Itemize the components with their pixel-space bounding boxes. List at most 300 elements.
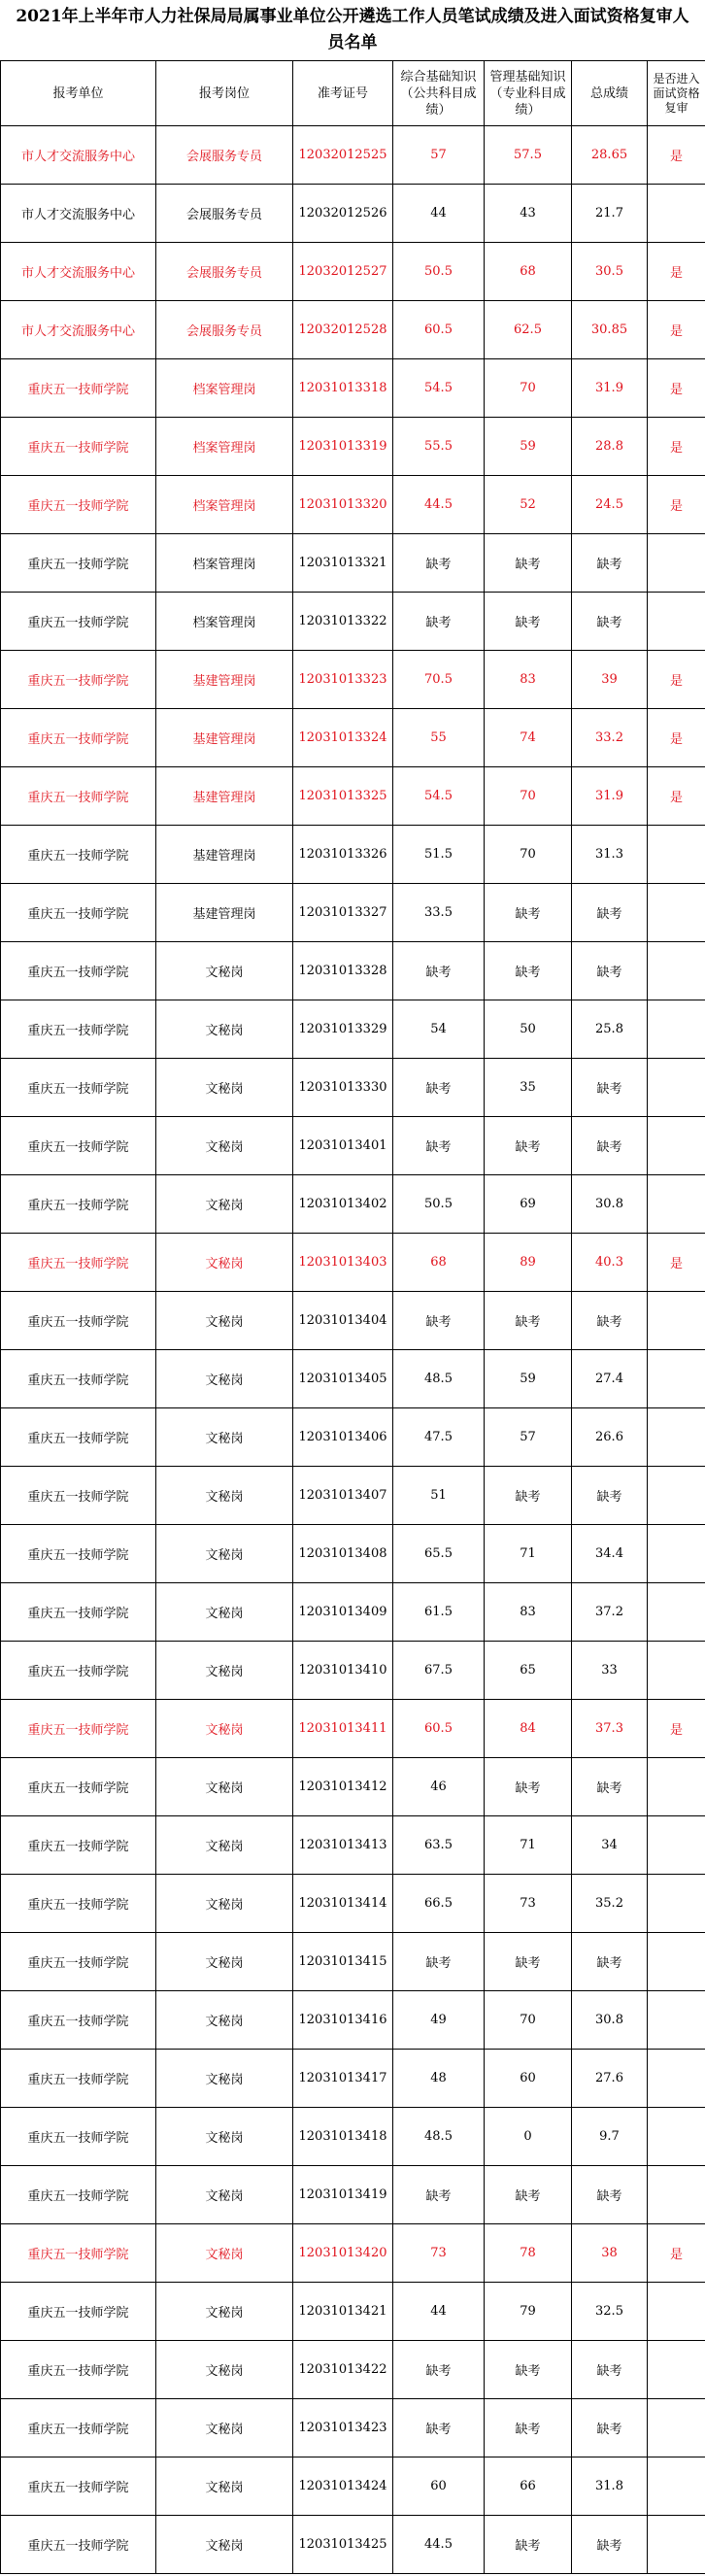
header-professional-score: 管理基础知识（专业科目成绩） (485, 61, 572, 126)
cell-exam-id: 12031013412 (293, 1758, 393, 1816)
cell-exam-id: 12031013407 (293, 1467, 393, 1525)
cell-position: 文秘岗 (156, 1292, 293, 1350)
cell-professional-score: 57.5 (485, 126, 572, 185)
cell-total-score: 35.2 (572, 1875, 648, 1933)
cell-enter-review (648, 1758, 705, 1816)
cell-enter-review: 是 (648, 651, 705, 709)
header-public-score: 综合基础知识（公共科目成绩） (393, 61, 485, 126)
cell-enter-review (648, 1875, 705, 1933)
cell-exam-id: 12032012528 (293, 301, 393, 359)
cell-unit: 重庆五一技师学院 (1, 1175, 156, 1234)
cell-professional-score: 缺考 (485, 2341, 572, 2399)
cell-unit: 重庆五一技师学院 (1, 359, 156, 418)
cell-exam-id: 12031013327 (293, 884, 393, 942)
cell-unit: 重庆五一技师学院 (1, 1933, 156, 1991)
cell-unit: 市人才交流服务中心 (1, 185, 156, 243)
cell-professional-score: 71 (485, 1816, 572, 1875)
cell-position: 文秘岗 (156, 1991, 293, 2050)
cell-professional-score: 65 (485, 1642, 572, 1700)
cell-total-score: 21.7 (572, 185, 648, 243)
cell-public-score: 61.5 (393, 1583, 485, 1642)
table-row (1, 1408, 705, 1467)
cell-exam-id: 12032012527 (293, 243, 393, 301)
cell-exam-id: 12031013420 (293, 2224, 393, 2283)
cell-unit: 重庆五一技师学院 (1, 767, 156, 826)
cell-total-score: 缺考 (572, 534, 648, 593)
cell-professional-score: 缺考 (485, 2516, 572, 2574)
cell-public-score: 44.5 (393, 2516, 485, 2574)
cell-professional-score: 缺考 (485, 1758, 572, 1816)
cell-public-score: 48.5 (393, 2108, 485, 2166)
cell-professional-score: 缺考 (485, 534, 572, 593)
cell-unit: 市人才交流服务中心 (1, 301, 156, 359)
cell-total-score: 40.3 (572, 1234, 648, 1292)
cell-public-score: 54.5 (393, 767, 485, 826)
cell-exam-id: 12031013326 (293, 826, 393, 884)
cell-public-score: 50.5 (393, 243, 485, 301)
cell-public-score: 44 (393, 2283, 485, 2341)
cell-professional-score: 缺考 (485, 593, 572, 651)
cell-enter-review (648, 1117, 705, 1175)
cell-professional-score: 52 (485, 476, 572, 534)
cell-position: 基建管理岗 (156, 651, 293, 709)
cell-professional-score: 缺考 (485, 942, 572, 1000)
cell-professional-score: 57 (485, 1408, 572, 1467)
table-row (1, 243, 705, 301)
cell-position: 文秘岗 (156, 2166, 293, 2224)
cell-total-score: 30.85 (572, 301, 648, 359)
cell-exam-id: 12031013402 (293, 1175, 393, 1234)
cell-position: 基建管理岗 (156, 767, 293, 826)
cell-public-score: 70.5 (393, 651, 485, 709)
table-row (1, 1350, 705, 1408)
table-row (1, 2224, 705, 2283)
cell-unit: 重庆五一技师学院 (1, 651, 156, 709)
cell-total-score: 32.5 (572, 2283, 648, 2341)
cell-total-score: 33 (572, 1642, 648, 1700)
cell-total-score: 34.4 (572, 1525, 648, 1583)
cell-unit: 重庆五一技师学院 (1, 2166, 156, 2224)
cell-enter-review: 是 (648, 476, 705, 534)
cell-public-score: 48 (393, 2050, 485, 2108)
cell-total-score: 28.65 (572, 126, 648, 185)
cell-unit: 市人才交流服务中心 (1, 243, 156, 301)
table-row (1, 1758, 705, 1816)
cell-enter-review (648, 1525, 705, 1583)
cell-total-score: 缺考 (572, 942, 648, 1000)
cell-public-score: 缺考 (393, 2166, 485, 2224)
table-row (1, 1000, 705, 1059)
cell-professional-score: 62.5 (485, 301, 572, 359)
cell-professional-score: 50 (485, 1000, 572, 1059)
cell-professional-score: 79 (485, 2283, 572, 2341)
cell-exam-id: 12032012526 (293, 185, 393, 243)
cell-professional-score: 73 (485, 1875, 572, 1933)
cell-position: 文秘岗 (156, 1117, 293, 1175)
cell-position: 文秘岗 (156, 1000, 293, 1059)
cell-professional-score: 70 (485, 359, 572, 418)
cell-position: 文秘岗 (156, 1525, 293, 1583)
cell-professional-score: 缺考 (485, 884, 572, 942)
cell-public-score: 50.5 (393, 1175, 485, 1234)
cell-position: 文秘岗 (156, 2224, 293, 2283)
cell-public-score: 缺考 (393, 1059, 485, 1117)
cell-position: 文秘岗 (156, 1583, 293, 1642)
cell-public-score: 51.5 (393, 826, 485, 884)
cell-exam-id: 12031013410 (293, 1642, 393, 1700)
cell-enter-review (648, 1350, 705, 1408)
cell-unit: 重庆五一技师学院 (1, 1467, 156, 1525)
cell-position: 基建管理岗 (156, 826, 293, 884)
cell-professional-score: 70 (485, 767, 572, 826)
cell-unit: 重庆五一技师学院 (1, 942, 156, 1000)
cell-position: 基建管理岗 (156, 884, 293, 942)
cell-total-score: 缺考 (572, 1467, 648, 1525)
cell-exam-id: 12031013409 (293, 1583, 393, 1642)
cell-total-score: 34 (572, 1816, 648, 1875)
cell-position: 会展服务专员 (156, 243, 293, 301)
cell-enter-review (648, 1175, 705, 1234)
cell-position: 档案管理岗 (156, 476, 293, 534)
cell-position: 文秘岗 (156, 1234, 293, 1292)
cell-enter-review (648, 1991, 705, 2050)
header-row (1, 61, 705, 126)
table-row (1, 1700, 705, 1758)
cell-enter-review: 是 (648, 709, 705, 767)
cell-enter-review (648, 826, 705, 884)
cell-enter-review (648, 2166, 705, 2224)
table-row (1, 1816, 705, 1875)
cell-position: 文秘岗 (156, 2399, 293, 2457)
cell-enter-review (648, 1467, 705, 1525)
cell-position: 文秘岗 (156, 1467, 293, 1525)
cell-public-score: 缺考 (393, 1117, 485, 1175)
cell-public-score: 51 (393, 1467, 485, 1525)
cell-position: 文秘岗 (156, 1933, 293, 1991)
table-row (1, 884, 705, 942)
cell-unit: 重庆五一技师学院 (1, 1059, 156, 1117)
cell-unit: 重庆五一技师学院 (1, 1700, 156, 1758)
cell-total-score: 27.4 (572, 1350, 648, 1408)
cell-public-score: 缺考 (393, 942, 485, 1000)
table-row (1, 418, 705, 476)
cell-unit: 重庆五一技师学院 (1, 1875, 156, 1933)
table-row (1, 126, 705, 185)
cell-exam-id: 12031013411 (293, 1700, 393, 1758)
cell-enter-review: 是 (648, 359, 705, 418)
cell-public-score: 33.5 (393, 884, 485, 942)
cell-unit: 重庆五一技师学院 (1, 2108, 156, 2166)
cell-exam-id: 12031013422 (293, 2341, 393, 2399)
cell-professional-score: 83 (485, 1583, 572, 1642)
cell-total-score: 39 (572, 651, 648, 709)
cell-exam-id: 12031013414 (293, 1875, 393, 1933)
cell-unit: 市人才交流服务中心 (1, 126, 156, 185)
cell-professional-score: 70 (485, 826, 572, 884)
cell-exam-id: 12031013330 (293, 1059, 393, 1117)
cell-exam-id: 12031013318 (293, 359, 393, 418)
cell-enter-review (648, 1816, 705, 1875)
cell-unit: 重庆五一技师学院 (1, 2224, 156, 2283)
cell-public-score: 65.5 (393, 1525, 485, 1583)
table-row (1, 2516, 705, 2574)
cell-enter-review (648, 1642, 705, 1700)
cell-total-score: 缺考 (572, 1758, 648, 1816)
table-row (1, 1175, 705, 1234)
cell-total-score: 30.8 (572, 1991, 648, 2050)
cell-unit: 重庆五一技师学院 (1, 418, 156, 476)
cell-professional-score: 59 (485, 1350, 572, 1408)
cell-professional-score: 66 (485, 2457, 572, 2516)
cell-public-score: 66.5 (393, 1875, 485, 1933)
cell-exam-id: 12031013322 (293, 593, 393, 651)
cell-total-score: 31.3 (572, 826, 648, 884)
cell-unit: 重庆五一技师学院 (1, 2457, 156, 2516)
cell-unit: 重庆五一技师学院 (1, 1583, 156, 1642)
cell-total-score: 33.2 (572, 709, 648, 767)
cell-exam-id: 12031013325 (293, 767, 393, 826)
cell-professional-score: 83 (485, 651, 572, 709)
cell-exam-id: 12031013417 (293, 2050, 393, 2108)
cell-total-score: 26.6 (572, 1408, 648, 1467)
cell-total-score: 缺考 (572, 2399, 648, 2457)
cell-public-score: 60.5 (393, 1700, 485, 1758)
header-total-score: 总成绩 (572, 61, 648, 126)
cell-unit: 重庆五一技师学院 (1, 476, 156, 534)
cell-enter-review (648, 2457, 705, 2516)
cell-exam-id: 12031013401 (293, 1117, 393, 1175)
cell-public-score: 缺考 (393, 2399, 485, 2457)
cell-unit: 重庆五一技师学院 (1, 534, 156, 593)
table-row (1, 593, 705, 651)
cell-public-score: 46 (393, 1758, 485, 1816)
cell-enter-review (648, 1583, 705, 1642)
document-title: 2021年上半年市人力社保局局属事业单位公开遴选工作人员笔试成绩及进入面试资格复审人员名单 (16, 7, 689, 52)
cell-total-score: 30.8 (572, 1175, 648, 1234)
cell-total-score: 9.7 (572, 2108, 648, 2166)
table-row (1, 1234, 705, 1292)
cell-unit: 重庆五一技师学院 (1, 1292, 156, 1350)
cell-public-score: 44 (393, 185, 485, 243)
table-row (1, 2166, 705, 2224)
cell-professional-score: 43 (485, 185, 572, 243)
cell-exam-id: 12031013323 (293, 651, 393, 709)
table-row (1, 1117, 705, 1175)
table-row (1, 301, 705, 359)
header-position: 报考岗位 (156, 61, 293, 126)
cell-professional-score: 缺考 (485, 2166, 572, 2224)
table-row (1, 2050, 705, 2108)
cell-position: 文秘岗 (156, 1816, 293, 1875)
cell-exam-id: 12031013324 (293, 709, 393, 767)
cell-enter-review (648, 2050, 705, 2108)
cell-public-score: 54 (393, 1000, 485, 1059)
cell-professional-score: 缺考 (485, 1933, 572, 1991)
table-row (1, 1292, 705, 1350)
cell-position: 文秘岗 (156, 2457, 293, 2516)
cell-public-score: 缺考 (393, 534, 485, 593)
cell-professional-score: 缺考 (485, 1467, 572, 1525)
table-row (1, 185, 705, 243)
results-body (1, 126, 705, 2574)
cell-enter-review (648, 884, 705, 942)
cell-total-score: 37.2 (572, 1583, 648, 1642)
cell-position: 档案管理岗 (156, 534, 293, 593)
cell-professional-score: 59 (485, 418, 572, 476)
cell-exam-id: 12031013320 (293, 476, 393, 534)
table-row (1, 2283, 705, 2341)
cell-position: 文秘岗 (156, 942, 293, 1000)
table-row (1, 1642, 705, 1700)
cell-exam-id: 12031013424 (293, 2457, 393, 2516)
cell-professional-score: 74 (485, 709, 572, 767)
cell-professional-score: 78 (485, 2224, 572, 2283)
cell-professional-score: 60 (485, 2050, 572, 2108)
cell-exam-id: 12031013329 (293, 1000, 393, 1059)
table-row (1, 1059, 705, 1117)
cell-unit: 重庆五一技师学院 (1, 2341, 156, 2399)
table-row (1, 2108, 705, 2166)
cell-enter-review (648, 2108, 705, 2166)
cell-total-score: 30.5 (572, 243, 648, 301)
cell-public-score: 68 (393, 1234, 485, 1292)
cell-exam-id: 12031013416 (293, 1991, 393, 2050)
cell-position: 会展服务专员 (156, 185, 293, 243)
cell-public-score: 缺考 (393, 1933, 485, 1991)
table-row (1, 1875, 705, 1933)
cell-enter-review (648, 1059, 705, 1117)
cell-public-score: 60.5 (393, 301, 485, 359)
table-row (1, 709, 705, 767)
header-exam-id: 准考证号 (293, 61, 393, 126)
cell-total-score: 缺考 (572, 2341, 648, 2399)
cell-public-score: 44.5 (393, 476, 485, 534)
cell-professional-score: 缺考 (485, 1292, 572, 1350)
cell-unit: 重庆五一技师学院 (1, 826, 156, 884)
cell-enter-review: 是 (648, 767, 705, 826)
cell-unit: 重庆五一技师学院 (1, 1525, 156, 1583)
cell-enter-review (648, 942, 705, 1000)
cell-enter-review (648, 1933, 705, 1991)
cell-professional-score: 缺考 (485, 1117, 572, 1175)
cell-unit: 重庆五一技师学院 (1, 2516, 156, 2574)
cell-exam-id: 12032012525 (293, 126, 393, 185)
cell-professional-score: 35 (485, 1059, 572, 1117)
cell-exam-id: 12031013408 (293, 1525, 393, 1583)
cell-enter-review (648, 2516, 705, 2574)
cell-total-score: 缺考 (572, 593, 648, 651)
cell-position: 文秘岗 (156, 2516, 293, 2574)
cell-enter-review: 是 (648, 2224, 705, 2283)
cell-total-score: 缺考 (572, 1933, 648, 1991)
table-row (1, 2399, 705, 2457)
cell-exam-id: 12031013418 (293, 2108, 393, 2166)
cell-position: 文秘岗 (156, 1875, 293, 1933)
cell-unit: 重庆五一技师学院 (1, 1000, 156, 1059)
cell-position: 文秘岗 (156, 2283, 293, 2341)
cell-total-score: 缺考 (572, 884, 648, 942)
cell-exam-id: 12031013319 (293, 418, 393, 476)
cell-unit: 重庆五一技师学院 (1, 1991, 156, 2050)
cell-exam-id: 12031013405 (293, 1350, 393, 1408)
cell-public-score: 55 (393, 709, 485, 767)
cell-enter-review (648, 1000, 705, 1059)
cell-public-score: 缺考 (393, 1292, 485, 1350)
cell-public-score: 67.5 (393, 1642, 485, 1700)
cell-position: 文秘岗 (156, 1175, 293, 1234)
cell-total-score: 27.6 (572, 2050, 648, 2108)
cell-total-score: 37.3 (572, 1700, 648, 1758)
cell-exam-id: 12031013328 (293, 942, 393, 1000)
cell-total-score: 25.8 (572, 1000, 648, 1059)
cell-position: 文秘岗 (156, 1350, 293, 1408)
cell-professional-score: 89 (485, 1234, 572, 1292)
cell-position: 文秘岗 (156, 1642, 293, 1700)
cell-total-score: 缺考 (572, 2516, 648, 2574)
cell-total-score: 28.8 (572, 418, 648, 476)
cell-unit: 重庆五一技师学院 (1, 1234, 156, 1292)
table-row (1, 1525, 705, 1583)
results-table (0, 60, 705, 2574)
cell-professional-score: 84 (485, 1700, 572, 1758)
cell-enter-review (648, 1292, 705, 1350)
cell-exam-id: 12031013413 (293, 1816, 393, 1875)
cell-enter-review: 是 (648, 126, 705, 185)
cell-exam-id: 12031013321 (293, 534, 393, 593)
cell-unit: 重庆五一技师学院 (1, 2283, 156, 2341)
cell-enter-review (648, 2283, 705, 2341)
cell-enter-review: 是 (648, 1700, 705, 1758)
cell-unit: 重庆五一技师学院 (1, 2050, 156, 2108)
cell-unit: 重庆五一技师学院 (1, 593, 156, 651)
table-row (1, 826, 705, 884)
cell-position: 文秘岗 (156, 2050, 293, 2108)
cell-public-score: 缺考 (393, 593, 485, 651)
cell-professional-score: 69 (485, 1175, 572, 1234)
cell-professional-score: 71 (485, 1525, 572, 1583)
cell-position: 文秘岗 (156, 1758, 293, 1816)
cell-enter-review (648, 534, 705, 593)
cell-professional-score: 70 (485, 1991, 572, 2050)
cell-unit: 重庆五一技师学院 (1, 1408, 156, 1467)
cell-unit: 重庆五一技师学院 (1, 1816, 156, 1875)
cell-total-score: 31.9 (572, 767, 648, 826)
cell-enter-review: 是 (648, 301, 705, 359)
cell-position: 文秘岗 (156, 2108, 293, 2166)
cell-total-score: 31.9 (572, 359, 648, 418)
cell-position: 基建管理岗 (156, 709, 293, 767)
table-row (1, 534, 705, 593)
cell-enter-review: 是 (648, 243, 705, 301)
cell-public-score: 48.5 (393, 1350, 485, 1408)
cell-exam-id: 12031013404 (293, 1292, 393, 1350)
cell-public-score: 54.5 (393, 359, 485, 418)
cell-enter-review: 是 (648, 1234, 705, 1292)
cell-unit: 重庆五一技师学院 (1, 1758, 156, 1816)
header-enter-review: 是否进入面试资格复审 (648, 61, 705, 126)
table-row (1, 1991, 705, 2050)
cell-exam-id: 12031013419 (293, 2166, 393, 2224)
cell-exam-id: 12031013423 (293, 2399, 393, 2457)
cell-unit: 重庆五一技师学院 (1, 884, 156, 942)
cell-unit: 重庆五一技师学院 (1, 2399, 156, 2457)
cell-public-score: 63.5 (393, 1816, 485, 1875)
table-row (1, 2457, 705, 2516)
cell-position: 文秘岗 (156, 2341, 293, 2399)
cell-position: 档案管理岗 (156, 418, 293, 476)
cell-position: 文秘岗 (156, 1059, 293, 1117)
cell-public-score: 57 (393, 126, 485, 185)
